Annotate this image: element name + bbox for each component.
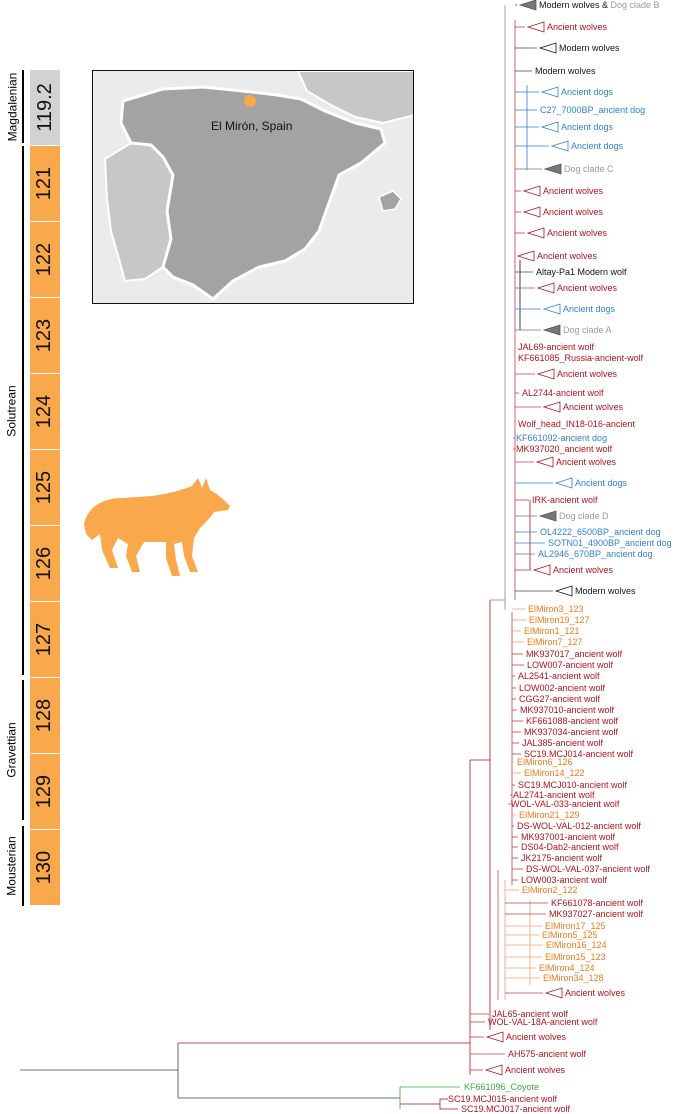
tip-label-text: LOW003-ancient wolf: [521, 875, 608, 885]
tip-label-text: ElMiron6_126: [517, 757, 573, 767]
period-mousterian: Mousterian: [5, 836, 19, 896]
period-gravettian: Gravettian: [5, 722, 20, 778]
tip-label: [526, 716, 618, 726]
tip-label-text: Ancient wolves: [563, 402, 624, 412]
tip-label: [488, 1017, 597, 1027]
balearic-islands: [379, 191, 401, 211]
tip-label: [571, 141, 623, 151]
tip-label: [529, 615, 590, 625]
tip-label: [547, 22, 607, 32]
tip-label-text: WOL-VAL-033-ancient wolf: [511, 799, 620, 809]
tip-label-text: Ancient wolves: [506, 1032, 567, 1042]
tip-label-text: Ancient wolves: [553, 565, 614, 575]
tip-label: [524, 727, 618, 737]
tip-label: [522, 885, 578, 895]
tip-label: [543, 186, 603, 196]
tip-label-text: Ancient dogs: [563, 304, 616, 314]
tip-label-text: Dog clade C: [564, 164, 614, 174]
tip-label-text: ElMiron16_124: [546, 940, 607, 950]
tip-label: [526, 864, 650, 874]
tip-label-text: ElMiron4_124: [539, 963, 595, 973]
tip-label: [508, 1049, 586, 1059]
tip-label: [521, 842, 619, 852]
tip-label-text: SC19.MCJ014-ancient wolf: [524, 749, 634, 759]
tip-label-text: ElMiron1_121: [524, 626, 580, 636]
tip-label-text: C27_7000BP_ancient dog: [540, 105, 646, 115]
collapsed-clade-triangle: [486, 1065, 502, 1075]
tip-label: [511, 799, 619, 809]
tip-label: [521, 875, 607, 885]
collapsed-clade-triangle: [534, 565, 550, 575]
tip-label-text: MK937034-ancient wolf: [524, 727, 619, 737]
tip-label-text: IRK-ancient wolf: [532, 495, 598, 505]
tip-label: [517, 757, 573, 767]
tip-label: [464, 1082, 539, 1092]
tip-label-text: Ancient wolves: [547, 228, 608, 238]
level-122: 122: [30, 222, 60, 298]
tip-label-text: KF661088-ancient wolf: [526, 716, 619, 726]
tip-label-text: Ancient wolves: [557, 283, 618, 293]
level-130: 130: [30, 830, 60, 906]
tip-label-text: SC19.MCJ015-ancient wolf: [448, 1094, 558, 1104]
tip-label-text: ElMiron5_125: [542, 930, 598, 940]
tip-label: [516, 444, 612, 454]
tip-label: [565, 988, 625, 998]
tip-label-text: JAL65-ancient wolf: [492, 1009, 569, 1019]
el-miron-site-marker: [244, 95, 256, 107]
tip-label-text: Ancient dogs: [571, 141, 624, 151]
tip-label: [542, 930, 598, 940]
collapsed-clade-triangle: [545, 164, 561, 174]
tip-label-text: Ancient dogs: [561, 87, 614, 97]
collapsed-clade-triangle: [552, 141, 568, 151]
tip-label: [575, 478, 627, 488]
tip-label-text: ElMiron15_123: [545, 952, 606, 962]
tip-label-text: ElMiron3_123: [528, 604, 584, 614]
tip-label-text: ElMiron34_128: [543, 973, 604, 983]
tip-label-text: Modern wolves: [535, 66, 596, 76]
tip-label: [521, 853, 602, 863]
collapsed-clade-triangle: [544, 402, 560, 412]
magdalenian-bar: [22, 70, 24, 143]
tip-label-text: JAL69-ancient wolf: [518, 342, 595, 352]
gravettian-bar: [22, 680, 24, 820]
tip-label-text: ElMiron2_122: [522, 885, 578, 895]
tip-label-text: Ancient wolves: [565, 988, 626, 998]
tip-label: [563, 402, 623, 412]
tip-label: [532, 495, 598, 505]
tip-label-text: Dog clade D: [559, 511, 609, 521]
tip-label-text: SOTN01_4900BP_ancient dog: [548, 538, 672, 548]
tip-label-text: Ancient wolves: [537, 251, 598, 261]
tip-label: [461, 1104, 570, 1114]
tip-label: [536, 267, 627, 277]
tip-label-text: SC19.MCJ010-ancient wolf: [518, 780, 628, 790]
collapsed-clade-triangle: [524, 186, 540, 196]
level-128: 128: [30, 678, 60, 754]
tip-label-text: Modern wolves: [559, 43, 620, 53]
tip-label-text: Wolf_head_IN18-016-ancient: [518, 419, 635, 429]
tip-label: [518, 353, 643, 363]
tip-label-text: Ancient dogs: [561, 122, 614, 132]
tip-label-text: AL2741-ancient wolf: [513, 790, 595, 800]
collapsed-clade-triangle: [556, 586, 572, 596]
iberia-map: [92, 70, 414, 304]
tip-label-text: Dog clade A: [563, 325, 612, 335]
tip-label-text: Modern wolves: [575, 586, 636, 596]
tip-label: [506, 1032, 566, 1042]
tip-label: [522, 738, 603, 748]
tip-label-text: Altay-Pa1 Modern wolf: [536, 267, 627, 277]
tip-label: [543, 973, 604, 983]
el-miron-label: El Mirón, Spain: [211, 119, 293, 133]
tip-label: [521, 832, 615, 842]
tip-label-text: LOW002-ancient wolf: [519, 683, 606, 693]
tip-label-text: MK937017_ancient wolf: [526, 649, 623, 659]
tip-label-text: Ancient wolves: [547, 22, 608, 32]
tip-label: [505, 1065, 565, 1075]
tip-label: [561, 122, 613, 132]
level-126: 126: [30, 526, 60, 602]
tip-label: [563, 304, 615, 314]
tip-label: [519, 810, 580, 820]
collapsed-clade-triangle: [518, 251, 534, 261]
tip-label-text: DS04-Dab2-ancient wolf: [521, 842, 619, 852]
collapsed-clade-triangle: [520, 0, 536, 10]
tip-label-text: MK937001-ancient wolf: [521, 832, 616, 842]
tip-label: [549, 909, 643, 919]
tip-label: [516, 433, 607, 443]
tip-label: [540, 527, 661, 537]
tip-label-text: SC19.MCJ017-ancient wolf: [461, 1104, 571, 1114]
tip-label: [545, 952, 606, 962]
tip-label: [538, 549, 653, 559]
collapsed-clade-triangle: [528, 228, 544, 238]
level-121: 121: [30, 146, 60, 222]
mousterian-bar: [22, 826, 24, 906]
tip-label: [559, 43, 620, 53]
tip-label: [551, 898, 643, 908]
period-magdalenian: Magdalenian: [5, 72, 19, 141]
collapsed-clade-triangle: [538, 369, 554, 379]
level-127: 127: [30, 602, 60, 678]
tip-label: [546, 940, 607, 950]
tip-label: [547, 228, 607, 238]
tip-label-text: DS-WOL-VAL-037-ancient wolf: [526, 864, 650, 874]
tip-label-text: Ancient wolves: [543, 186, 604, 196]
tip-label-text: KF661096_Coyote: [464, 1082, 540, 1092]
tip-label-text: CGG27-ancient wolf: [519, 694, 601, 704]
tip-label-text: Modern wolves &: [539, 0, 611, 10]
tip-label: [543, 207, 603, 217]
tip-label: [520, 705, 614, 715]
collapsed-clade-triangle: [538, 283, 554, 293]
collapsed-clade-triangle: [540, 43, 556, 53]
tip-label-text: OL4222_6500BP_ancient dog: [540, 527, 661, 537]
tip-label: [518, 780, 627, 790]
solutrean-bar: [22, 146, 24, 675]
tip-label-text: Ancient wolves: [557, 369, 618, 379]
tip-label-text: MK937027-ancient wolf: [549, 909, 644, 919]
tip-label: [539, 0, 660, 10]
collapsed-clade-triangle: [546, 988, 562, 998]
tip-label: [527, 660, 613, 670]
tip-label-text: AH575-ancient wolf: [508, 1049, 587, 1059]
collapsed-clade-triangle: [544, 304, 560, 314]
iberia-map-drawing: [93, 71, 414, 304]
period-solutrean: Solutrean: [5, 384, 19, 437]
tip-label-text: WOL-VAL-18A-ancient wolf: [488, 1017, 598, 1027]
tip-label: [559, 511, 609, 521]
tip-label: [548, 538, 672, 548]
tip-label: [539, 963, 595, 973]
tip-label-text: ElMiron17_125: [545, 921, 606, 931]
tip-label: [519, 694, 600, 704]
tip-label-text: AL2946_670BP_ancient dog: [538, 549, 653, 559]
level-119-2: 119.2: [30, 70, 60, 146]
portugal: [105, 143, 173, 281]
collapsed-clade-triangle: [556, 478, 572, 488]
tip-label-text: Ancient wolves: [505, 1065, 566, 1075]
collapsed-clade-triangle: [487, 1032, 503, 1042]
tip-label: [556, 457, 616, 467]
collapsed-clade-triangle: [524, 207, 540, 217]
collapsed-clade-triangle: [540, 511, 556, 521]
tip-label: [535, 66, 596, 76]
wolf-silhouette-icon: [82, 476, 234, 580]
tip-label-text: Ancient dogs: [575, 478, 628, 488]
collapsed-clade-triangle: [542, 87, 558, 97]
tip-label: [575, 586, 636, 596]
level-125: 125: [30, 450, 60, 526]
tip-label: [524, 768, 585, 778]
tip-label: [540, 105, 645, 115]
tip-label-text: KF661078-ancient wolf: [551, 898, 644, 908]
tip-label: [557, 283, 617, 293]
tip-label: [519, 683, 605, 693]
collapsed-clade-triangle: [537, 457, 553, 467]
tip-label: [537, 251, 597, 261]
tip-label: [553, 565, 613, 575]
tip-label-text: ElMiron7_127: [527, 637, 583, 647]
tip-label-text: ElMiron21_129: [519, 810, 580, 820]
tip-label: [557, 369, 617, 379]
tip-label: [524, 626, 580, 636]
tip-label: [518, 419, 635, 429]
tip-label-text: ElMiron14_122: [524, 768, 585, 778]
tip-label-text: AL2541-ancient wolf: [518, 671, 600, 681]
tip-label-text: JK2175-ancient wolf: [521, 853, 603, 863]
tip-label: [561, 87, 613, 97]
tip-label-text: Ancient wolves: [556, 457, 617, 467]
collapsed-clade-triangle: [528, 22, 544, 32]
tip-label-text: ElMiron19_127: [529, 615, 590, 625]
tip-label-suffix: Dog clade B: [610, 0, 660, 10]
collapsed-clade-triangle: [544, 325, 560, 335]
level-124: 124: [30, 374, 60, 450]
tip-label-text: KF661092-ancient dog: [516, 433, 608, 443]
tip-label-text: JAL385-ancient wolf: [522, 738, 604, 748]
tip-label-text: DS-WOL-VAL-012-ancient wolf: [517, 821, 641, 831]
tip-label: [528, 604, 584, 614]
tip-label: [564, 164, 614, 174]
tip-label-text: Ancient wolves: [543, 207, 604, 217]
tip-label-text: MK937010-ancient wolf: [520, 705, 615, 715]
tip-label: [517, 821, 641, 831]
tip-label-text: AL2744-ancient wolf: [522, 388, 604, 398]
level-123: 123: [30, 298, 60, 374]
collapsed-clade-triangle: [542, 122, 558, 132]
tip-label: [518, 342, 594, 352]
level-129: 129: [30, 754, 60, 830]
tip-label: [522, 388, 604, 398]
tip-label-text: MK937020_ancient wolf: [516, 444, 613, 454]
tip-label: [526, 649, 622, 659]
tip-label: [563, 325, 612, 335]
tip-label: [518, 671, 600, 681]
tip-label: [527, 637, 583, 647]
tip-label-text: LOW007-ancient wolf: [527, 660, 614, 670]
tip-label: [448, 1094, 557, 1104]
tip-label-text: KF661085_Russia-ancient-wolf: [518, 353, 644, 363]
